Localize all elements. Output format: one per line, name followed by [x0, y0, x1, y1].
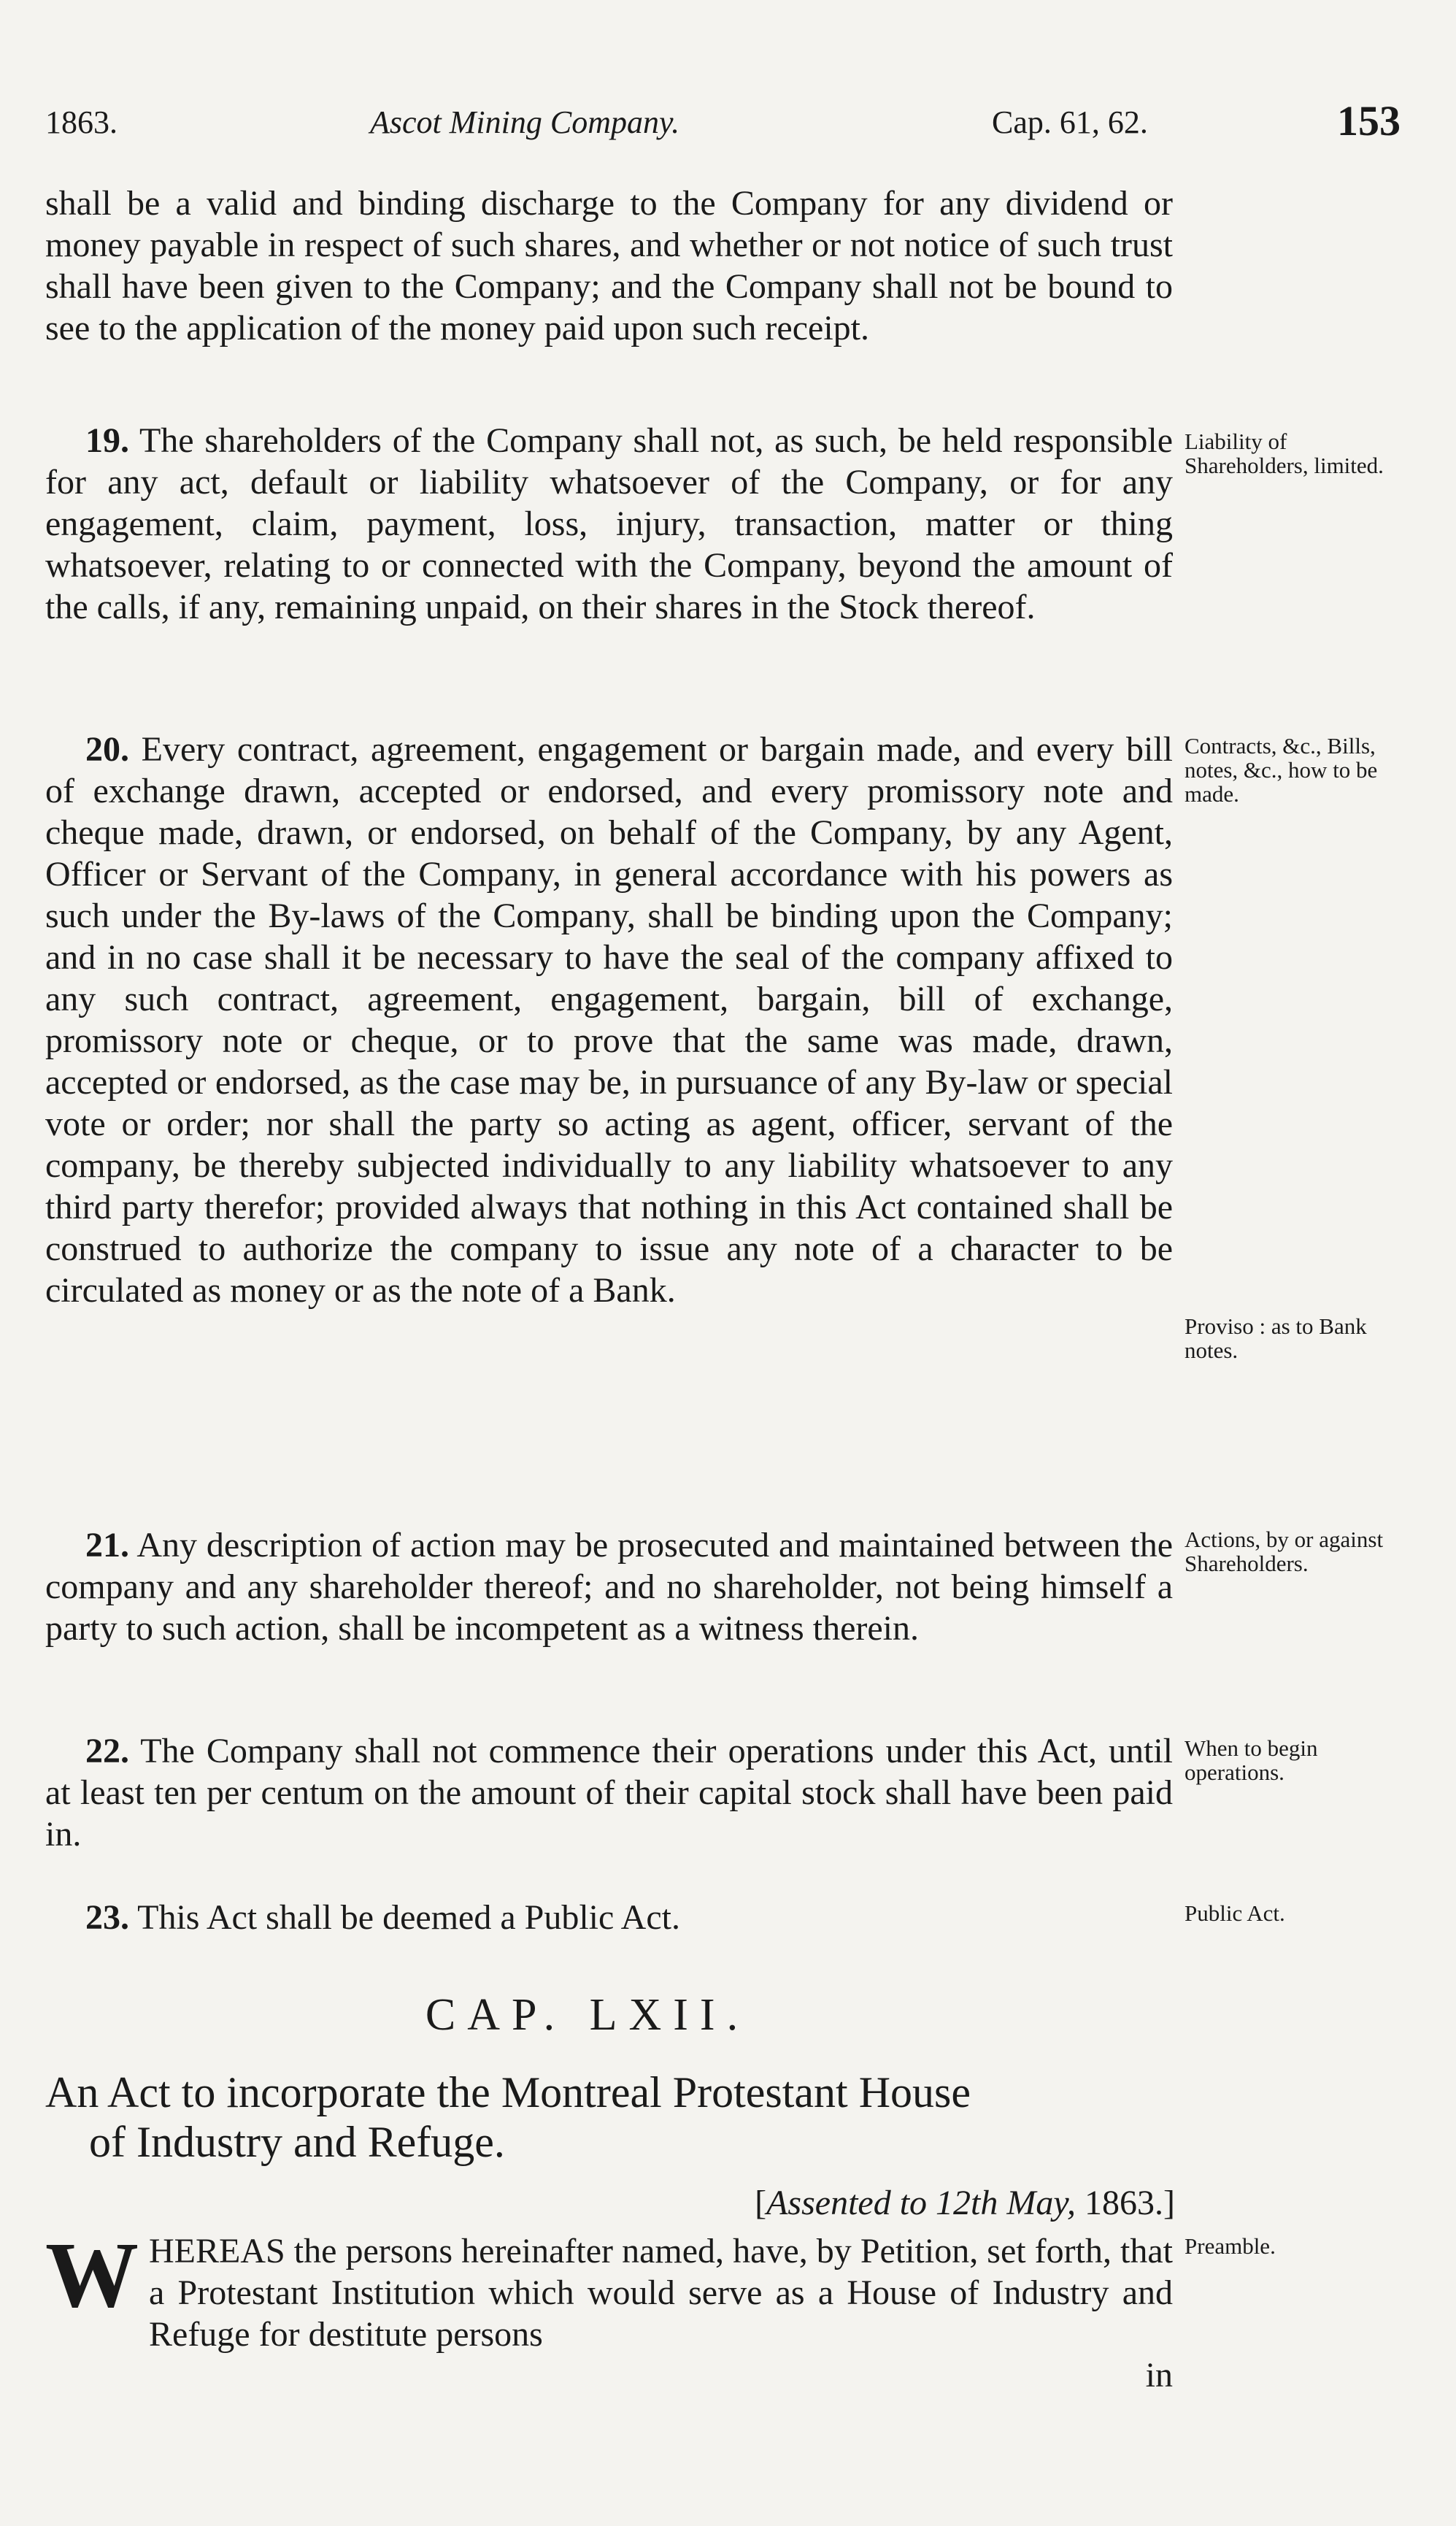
section-19	[45, 420, 1173, 628]
margin-note-contracts: Contracts, &c., Bills, notes, &c., how to be made.	[1185, 733, 1378, 807]
header-running-title: Ascot Mining Company.	[370, 104, 680, 140]
section-text: shall be a valid and binding discharge to the Company for any dividend or money payable in respect of such shares, and whether or not notice of such trust shall have been given to the Company; and the Company shall not be bound to see to the application of the money paid upon such receipt.	[45, 184, 1173, 348]
header-year: 1863.	[45, 104, 118, 140]
preamble	[45, 2223, 1173, 2355]
section-text: Any description of action may be prosecuted and maintained between the company and any shareholder thereof; and no shareholder, not being himself a party to such action, shall be incompetent as a witness therein.	[45, 1526, 1174, 1648]
section-22	[45, 1730, 1173, 1855]
margin-note-preamble: Preamble.	[1185, 2233, 1276, 2259]
margin-note-begin-operations: When to begin operations.	[1185, 1735, 1318, 1785]
section-18-continuation	[45, 183, 1173, 349]
running-header	[45, 96, 1403, 147]
preamble-text: HEREAS the persons hereinafter named, have, by Petition, set forth, that a Protestant Institution which would serve as a House of Industry and Refuge for destitute persons	[149, 2232, 1173, 2354]
section-23	[45, 1897, 1173, 1938]
drop-cap: W	[45, 2223, 139, 2327]
section-number: 21.	[85, 1526, 129, 1565]
catchword: in	[1145, 2356, 1173, 2395]
assent-text: Assented to 12th May,	[766, 2184, 1076, 2222]
section-number: 23.	[85, 1898, 129, 1937]
margin-note-liability: Liability of Shareholders, limited.	[1185, 429, 1384, 478]
margin-note-proviso: Proviso : as to Bank notes.	[1185, 1313, 1367, 1363]
section-text: Every contract, agreement, engagement or bargain made, and every bill of exchange drawn, accepted or endorsed, and every promissory note and cheque made, drawn, or endorsed, on behalf of the Company, by any Agent, Officer or Servant of the Company, in general accordance with his powers as such under the By-laws of the Company, shall be binding upon the Company; and in no case shall it be necessary to have the seal of the company affixed to any such contract, agreement, engagement, bargain, bill of exchange, promissory note or cheque, or to prove that the same was made, drawn, accepted or endorsed, as the case may be, in pursuance of any By-law or special vote or order; nor shall the party so acting as agent, officer, servant of the company, be thereby subjected individually to any liability whatsoever to any third party therefor; provided always that nothing in this Act contained shall be construed to authorize the company to issue any note of a character to be circulated as money or as the note of a Bank.	[45, 730, 1174, 1310]
assent-line	[591, 2183, 1175, 2223]
section-21	[45, 1524, 1173, 1649]
margin-note-actions: Actions, by or against Shareholders.	[1185, 1527, 1384, 1576]
section-text: The shareholders of the Company shall not, as such, be held responsible for any act, default or liability whatsoever of the Company, or for any engagement, claim, payment, loss, injury, transaction, matter or thing whatsoever, relating to or connected with the Company, beyond the amount of the calls, if any, remaining unpaid, on their shares in the Stock thereof.	[45, 421, 1173, 626]
assent-bracket: [	[755, 2184, 767, 2222]
section-number: 20.	[85, 730, 129, 769]
section-text: The Company shall not commence their operations under this Act, until at least ten per centum on the amount of their capital stock shall have been paid in.	[45, 1732, 1174, 1854]
act-title-line-1: An Act to incorporate the Montreal Protestant House	[45, 2068, 971, 2116]
assent-year: 1863.]	[1076, 2184, 1175, 2222]
section-20	[45, 729, 1173, 1311]
header-chapter-ref: Cap. 61, 62.	[992, 104, 1148, 140]
act-title-line-2: of Industry and Refuge.	[89, 2118, 505, 2166]
margin-note-public-act: Public Act.	[1185, 1900, 1285, 1926]
act-title	[45, 2068, 1173, 2167]
chapter-heading: CAP. LXII.	[425, 1990, 750, 2040]
section-text: This Act shall be deemed a Public Act.	[137, 1898, 680, 1937]
page-number: 153	[1337, 97, 1401, 145]
section-number: 22.	[85, 1732, 129, 1770]
section-number: 19.	[85, 421, 129, 460]
